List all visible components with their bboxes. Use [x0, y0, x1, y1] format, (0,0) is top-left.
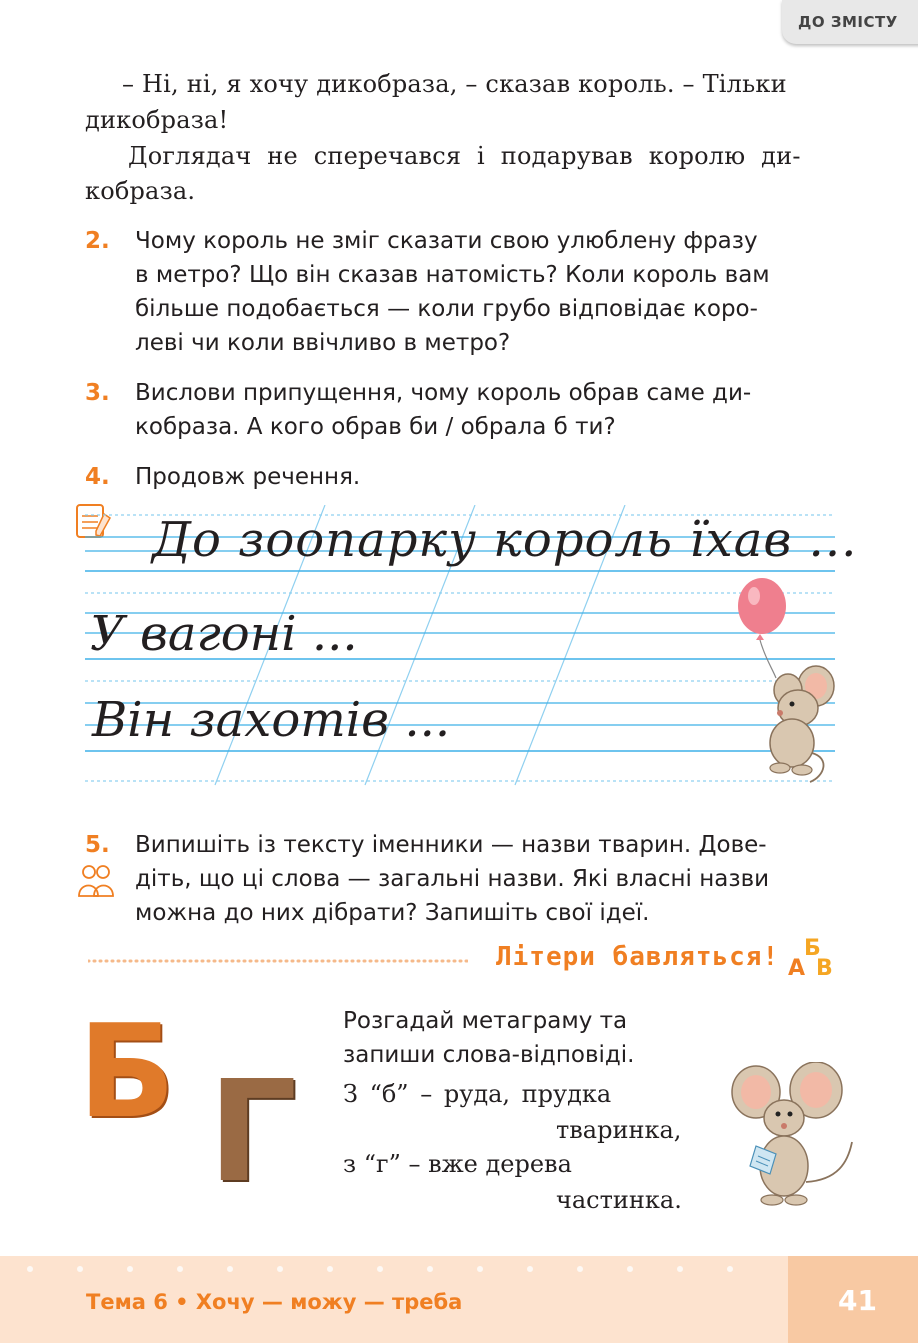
letters-badge-letter: В	[816, 956, 833, 981]
fox-letter-b	[78, 998, 196, 1147]
task-text-line: Чому король не зміг сказати свою улюблену фразу	[135, 228, 758, 254]
letters-badge	[786, 938, 842, 986]
task-text-line: Вислови припущення, чому король обрав саме ди-	[135, 380, 752, 406]
task-text-line: леві чи коли ввічливо в метро?	[135, 330, 511, 356]
task-text-line: Випишіть із тексту іменники — назви тварин. Дове-	[135, 832, 767, 858]
task-number: 3.	[85, 380, 110, 406]
riddle-intro-line: запиши слова-відповіді.	[343, 1042, 635, 1068]
story-line-2: дикобраза!	[85, 106, 229, 134]
balloon-icon	[730, 578, 840, 788]
pair-work-icon	[76, 862, 116, 902]
riddle-line: З “б” – руда, прудка	[343, 1080, 612, 1108]
task-text-line: в метро? Що він сказав натомість? Коли король вам	[135, 262, 770, 288]
handwriting-line-3: Він захотів ...	[92, 692, 451, 748]
riddle-line: частинка.	[556, 1186, 682, 1214]
letters-badge-letter: Б	[804, 936, 821, 961]
task-text-line: можна до них дібрати? Запишіть свої ідеї.	[135, 900, 650, 926]
letters-section-title: Літери бавляться!	[496, 942, 780, 972]
riddle-intro-line: Розгадай метаграму та	[343, 1008, 628, 1034]
toc-label: ДО ЗМІСТУ	[798, 13, 898, 31]
story-line-1: – Ні, ні, я хочу дикобраза, – сказав король. – Тільки	[122, 70, 787, 98]
toc-tab[interactable]	[782, 0, 918, 44]
task-number: 2.	[85, 228, 110, 254]
big-letter: Г	[208, 1051, 298, 1214]
task-number: 4.	[85, 464, 110, 490]
big-letter: Б	[78, 998, 176, 1147]
letters-badge-letter: А	[788, 956, 806, 981]
page-number: 41	[838, 1284, 877, 1317]
task-text-line: більше подобається — коли грубо відповідає коро-	[135, 296, 758, 322]
riddle-line: тваринка,	[556, 1116, 682, 1144]
footer-ornament	[0, 1256, 918, 1282]
mouse-icon	[770, 666, 834, 782]
story-line-3: Доглядач не сперечався і подарував королю ди-	[128, 142, 801, 170]
handwriting-line-2: У вагоні ...	[90, 606, 358, 662]
footer-topic: Тема 6 • Хочу — можу — треба	[86, 1290, 463, 1314]
branch-letter-g	[208, 1051, 318, 1214]
task-text-line: діть, що ці слова — загальні назви. Які власні назви	[135, 866, 770, 892]
story-line-4: кобраза.	[85, 177, 196, 205]
section-divider	[88, 956, 468, 966]
handwriting-line-1: До зоопарку король їхав ...	[152, 512, 858, 568]
mouse-icon	[728, 1062, 858, 1212]
task-number: 5.	[85, 832, 110, 858]
riddle-line: з “г” – вже дерева	[343, 1150, 572, 1178]
task-text-line: Продовж речення.	[135, 464, 361, 490]
task-text-line: кобраза. А кого обрав би / обрала б ти?	[135, 414, 616, 440]
